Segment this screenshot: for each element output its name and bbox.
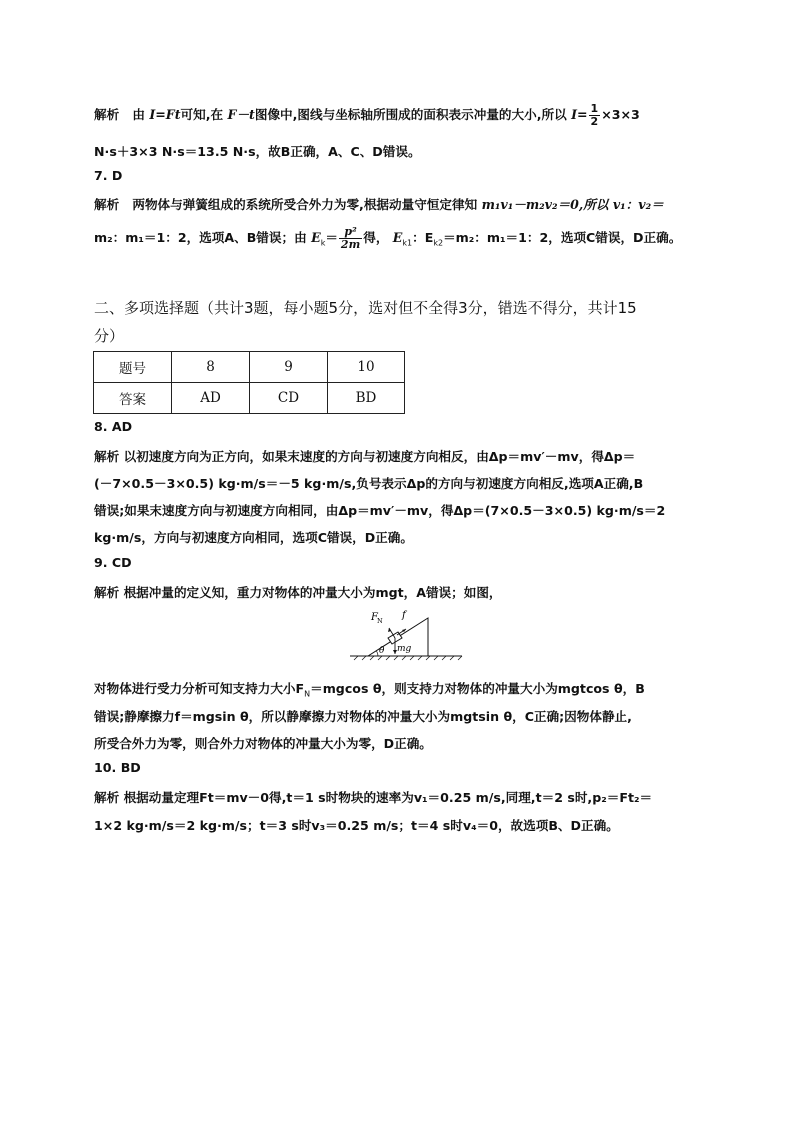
section-heading-line1: 二、多项选择题（共计3题，每小题5分，选对但不全得3分，错选不得分，共计15 — [94, 299, 637, 317]
explain-label: 解析 — [94, 107, 120, 122]
table-cell: AD — [172, 383, 250, 414]
fn-label: F — [371, 612, 378, 623]
frac-den: 2 — [590, 115, 599, 128]
q10-line1: 解析 根据动量定理Ft＝mv－0得,t＝1 s时物块的速率为v₁＝0.25 m/s,同理,t＝2 s时,p₂＝Ft₂＝ — [94, 790, 653, 805]
q7-formula: E — [311, 230, 321, 245]
table-cell: BD — [328, 383, 405, 414]
answer-table — [93, 351, 405, 414]
table-cell: 10 — [328, 352, 405, 383]
angle-arc — [377, 651, 379, 656]
table-cell: 8 — [172, 352, 250, 383]
section-heading-line2: 分） — [94, 327, 125, 345]
q7-text: ＝ — [325, 230, 338, 245]
q7-text: 两物体与弹簧组成的系统所受合外力为零,根据动量守恒定律知 — [132, 197, 478, 212]
q9-line2 — [94, 678, 645, 699]
q7-formula: m₁v₁－m₂v₂＝0,所以 — [481, 197, 609, 212]
table-row — [94, 352, 405, 383]
mg-label: mg — [397, 644, 412, 654]
q6-text: 图像中,图线与坐标轴所围成的面积表示冲量的大小,所以 — [254, 107, 567, 122]
frac-den: 2m — [340, 238, 361, 251]
ground-hatching — [354, 656, 462, 660]
q7-sub: k1 — [402, 238, 413, 248]
table-row — [94, 383, 405, 414]
fraction-half — [589, 103, 601, 128]
incline-force-diagram — [346, 604, 466, 662]
q8-answer: 8. AD — [94, 419, 133, 434]
q6-text: ×3×3 — [601, 107, 640, 122]
q9-line4: 所受合外力为零，则合外力对物体的冲量大小为零，D正确。 — [94, 736, 432, 751]
f-label: f — [402, 610, 406, 621]
q7-answer: 7. D — [94, 168, 123, 183]
q7-text: 得， — [363, 230, 389, 245]
q9-text: 对物体进行受力分析可知支持力大小F — [94, 681, 305, 696]
q6-text: 由 — [132, 107, 145, 122]
q7-explain-line2 — [94, 226, 681, 251]
q7-explain-line1 — [94, 194, 664, 213]
q9-sub: N — [304, 689, 311, 699]
q7-formula: v₁：v₂＝ — [612, 197, 664, 212]
theta-label: θ — [379, 646, 385, 656]
frac-num: p² — [339, 226, 362, 239]
q8-line3: 错误;如果末速度方向与初速度方向相同，由Δp＝mv′－mv，得Δp＝(7×0.5－3×0.5) kg·m/s＝2 — [94, 503, 666, 518]
q7-formula: E — [392, 230, 403, 245]
q6-formula: F－t — [227, 107, 255, 122]
q6-text: 可知,在 — [180, 107, 224, 122]
q9-line3: 错误;静摩擦力f＝mgsin θ，所以静摩擦力对物体的冲量大小为mgtsin θ，C正确;因物体静止, — [94, 709, 632, 724]
fraction-p2-2m — [339, 226, 362, 251]
table-cell: CD — [250, 383, 328, 414]
q10-answer: 10. BD — [94, 760, 141, 775]
q9-answer: 9. CD — [94, 555, 132, 570]
q8-line1: 解析 以初速度方向为正方向，如果末速度的方向与初速度方向相反，由Δp＝mv′－mv，得Δp＝ — [94, 449, 636, 464]
q7-text: m₂：m₁＝1：2，选项A、B错误；由 — [94, 230, 307, 245]
q10-line2: 1×2 kg·m/s＝2 kg·m/s；t＝3 s时v₃＝0.25 m/s；t＝4 s时v₄＝0，故选项B、D正确。 — [94, 818, 619, 833]
q7-sub: k — [320, 238, 326, 248]
frac-num: 1 — [590, 102, 599, 115]
q7-sub: k2 — [433, 238, 444, 248]
q9-text: ＝mgcos θ，则支持力对物体的冲量大小为mgtcos θ，B — [310, 681, 645, 696]
q8-line4: kg·m/s，方向与初速度方向相同，选项C错误，D正确。 — [94, 530, 413, 545]
table-cell: 答案 — [94, 383, 172, 414]
q6-explain-line2: N·s＋3×3 N·s＝13.5 N·s，故B正确，A、C、D错误。 — [94, 144, 421, 159]
q6-formula: I=Ft — [149, 107, 181, 122]
table-cell: 题号 — [94, 352, 172, 383]
table-cell: 9 — [250, 352, 328, 383]
q6-formula: I= — [571, 107, 588, 122]
q8-line2: (－7×0.5－3×0.5) kg·m/s＝－5 kg·m/s,负号表示Δp的方向与初速度方向相反,选项A正确,B — [94, 476, 644, 491]
q7-text: ＝m₂：m₁＝1：2，选项C错误，D正确。 — [443, 230, 682, 245]
q6-explain-line1 — [94, 103, 640, 128]
q9-line1: 解析 根据冲量的定义知，重力对物体的冲量大小为mgt，A错误；如图， — [94, 585, 502, 600]
explain-label: 解析 — [94, 197, 120, 212]
q7-text: ：E — [412, 230, 434, 245]
fn-sub-label: N — [377, 617, 383, 625]
